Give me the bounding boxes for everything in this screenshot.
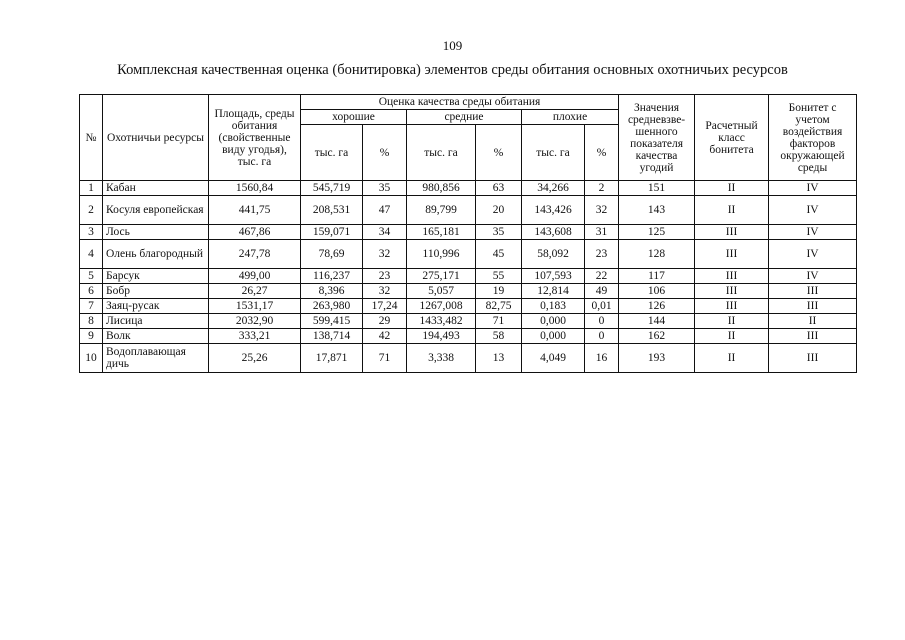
cell-num: 7	[80, 299, 103, 314]
cell-good-pct: 17,24	[363, 299, 407, 314]
table-row	[80, 344, 857, 373]
header-medium: средние	[407, 110, 522, 125]
cell-good-pct: 32	[363, 240, 407, 269]
cell-weighted-value: 126	[619, 299, 695, 314]
cell-bonitet-env: III	[769, 344, 857, 373]
cell-resource-name: Кабан	[103, 181, 209, 196]
cell-medium-ha: 275,171	[407, 269, 476, 284]
cell-bad-ha: 34,266	[522, 181, 585, 196]
table-row	[80, 181, 857, 196]
header-resource: Охотничьи ресурсы	[103, 95, 209, 181]
table-row	[80, 329, 857, 344]
cell-good-ha: 116,237	[301, 269, 363, 284]
page-number: 109	[442, 38, 463, 53]
document-title: Комплексная качественная оценка (бонитировка) элементов среды обитания основных охотничьих ресурсов	[117, 62, 788, 78]
cell-resource-name: Лось	[103, 225, 209, 240]
header-area: Площадь, среды обитания (свойственные виду угодья), тыс. га	[209, 95, 301, 181]
cell-num: 2	[80, 196, 103, 225]
cell-medium-ha: 194,493	[407, 329, 476, 344]
cell-weighted-value: 162	[619, 329, 695, 344]
cell-calc-class: III	[695, 269, 769, 284]
cell-calc-class: II	[695, 329, 769, 344]
header-bad: плохие	[522, 110, 619, 125]
cell-num: 9	[80, 329, 103, 344]
cell-num: 1	[80, 181, 103, 196]
cell-medium-ha: 5,057	[407, 284, 476, 299]
cell-bad-pct: 31	[585, 225, 619, 240]
header-medium-ha: тыс. га	[407, 125, 476, 181]
cell-bonitet-env: IV	[769, 196, 857, 225]
cell-medium-pct: 63	[476, 181, 522, 196]
cell-area: 499,00	[209, 269, 301, 284]
cell-weighted-value: 151	[619, 181, 695, 196]
cell-bad-ha: 0,000	[522, 329, 585, 344]
cell-calc-class: II	[695, 344, 769, 373]
cell-bad-ha: 107,593	[522, 269, 585, 284]
cell-bonitet-env: II	[769, 314, 857, 329]
cell-resource-name: Водоплавающая дичь	[103, 344, 209, 373]
cell-good-ha: 159,071	[301, 225, 363, 240]
cell-good-pct: 35	[363, 181, 407, 196]
cell-calc-class: III	[695, 299, 769, 314]
cell-bonitet-env: III	[769, 329, 857, 344]
cell-calc-class: II	[695, 181, 769, 196]
table-row	[80, 240, 857, 269]
header-bad-pct: %	[585, 125, 619, 181]
cell-num: 4	[80, 240, 103, 269]
cell-resource-name: Лисица	[103, 314, 209, 329]
cell-good-pct: 34	[363, 225, 407, 240]
cell-good-ha: 17,871	[301, 344, 363, 373]
cell-good-pct: 32	[363, 284, 407, 299]
cell-good-ha: 263,980	[301, 299, 363, 314]
cell-num: 3	[80, 225, 103, 240]
cell-resource-name: Олень благородный	[103, 240, 209, 269]
cell-bonitet-env: III	[769, 299, 857, 314]
cell-weighted-value: 128	[619, 240, 695, 269]
cell-medium-ha: 1267,008	[407, 299, 476, 314]
cell-weighted-value: 117	[619, 269, 695, 284]
cell-good-ha: 545,719	[301, 181, 363, 196]
cell-bad-pct: 22	[585, 269, 619, 284]
cell-good-pct: 47	[363, 196, 407, 225]
cell-calc-class: II	[695, 196, 769, 225]
cell-resource-name: Косуля европейская	[103, 196, 209, 225]
cell-area: 333,21	[209, 329, 301, 344]
cell-bad-ha: 12,814	[522, 284, 585, 299]
cell-medium-ha: 1433,482	[407, 314, 476, 329]
cell-calc-class: III	[695, 225, 769, 240]
cell-medium-ha: 165,181	[407, 225, 476, 240]
cell-good-pct: 42	[363, 329, 407, 344]
cell-area: 441,75	[209, 196, 301, 225]
cell-bad-ha: 143,426	[522, 196, 585, 225]
cell-num: 10	[80, 344, 103, 373]
cell-resource-name: Волк	[103, 329, 209, 344]
cell-good-ha: 8,396	[301, 284, 363, 299]
cell-resource-name: Бобр	[103, 284, 209, 299]
cell-bad-pct: 0,01	[585, 299, 619, 314]
cell-weighted-value: 143	[619, 196, 695, 225]
header-weighted-value: Значения средневзве-шенного показателя качества угодий	[619, 95, 695, 181]
cell-medium-ha: 3,338	[407, 344, 476, 373]
table-row	[80, 225, 857, 240]
cell-bad-ha: 0,000	[522, 314, 585, 329]
cell-medium-ha: 89,799	[407, 196, 476, 225]
table-row	[80, 284, 857, 299]
cell-area: 467,86	[209, 225, 301, 240]
cell-good-ha: 208,531	[301, 196, 363, 225]
cell-good-ha: 78,69	[301, 240, 363, 269]
cell-good-pct: 29	[363, 314, 407, 329]
cell-medium-pct: 35	[476, 225, 522, 240]
header-bonitet-env: Бонитет с учетом воздействия факторов окружающей среды	[769, 95, 857, 181]
cell-bonitet-env: IV	[769, 225, 857, 240]
cell-calc-class: II	[695, 314, 769, 329]
cell-weighted-value: 125	[619, 225, 695, 240]
cell-area: 1560,84	[209, 181, 301, 196]
cell-bonitet-env: IV	[769, 269, 857, 284]
table-row	[80, 314, 857, 329]
habitat-quality-table	[79, 94, 857, 373]
cell-area: 247,78	[209, 240, 301, 269]
cell-medium-pct: 45	[476, 240, 522, 269]
cell-weighted-value: 144	[619, 314, 695, 329]
cell-medium-ha: 110,996	[407, 240, 476, 269]
header-quality: Оценка качества среды обитания	[301, 95, 619, 110]
cell-medium-pct: 55	[476, 269, 522, 284]
cell-bad-ha: 143,608	[522, 225, 585, 240]
cell-num: 8	[80, 314, 103, 329]
cell-medium-pct: 20	[476, 196, 522, 225]
cell-calc-class: III	[695, 240, 769, 269]
cell-good-ha: 138,714	[301, 329, 363, 344]
header-medium-pct: %	[476, 125, 522, 181]
header-good-ha: тыс. га	[301, 125, 363, 181]
cell-weighted-value: 193	[619, 344, 695, 373]
cell-bonitet-env: IV	[769, 240, 857, 269]
cell-medium-pct: 13	[476, 344, 522, 373]
cell-medium-pct: 58	[476, 329, 522, 344]
cell-good-pct: 23	[363, 269, 407, 284]
cell-bad-ha: 4,049	[522, 344, 585, 373]
header-good: хорошие	[301, 110, 407, 125]
cell-num: 6	[80, 284, 103, 299]
cell-num: 5	[80, 269, 103, 284]
cell-bad-ha: 58,092	[522, 240, 585, 269]
cell-medium-ha: 980,856	[407, 181, 476, 196]
cell-bonitet-env: III	[769, 284, 857, 299]
cell-area: 1531,17	[209, 299, 301, 314]
cell-weighted-value: 106	[619, 284, 695, 299]
cell-medium-pct: 82,75	[476, 299, 522, 314]
cell-medium-pct: 71	[476, 314, 522, 329]
cell-bad-pct: 0	[585, 314, 619, 329]
table-row	[80, 196, 857, 225]
cell-bad-pct: 2	[585, 181, 619, 196]
cell-calc-class: III	[695, 284, 769, 299]
table-row	[80, 269, 857, 284]
cell-area: 25,26	[209, 344, 301, 373]
table-body	[80, 181, 857, 373]
cell-good-ha: 599,415	[301, 314, 363, 329]
header-num: №	[80, 95, 103, 181]
table-header	[80, 95, 857, 181]
cell-area: 2032,90	[209, 314, 301, 329]
header-bad-ha: тыс. га	[522, 125, 585, 181]
cell-bad-pct: 32	[585, 196, 619, 225]
cell-bonitet-env: IV	[769, 181, 857, 196]
table-row	[80, 299, 857, 314]
cell-bad-pct: 0	[585, 329, 619, 344]
cell-good-pct: 71	[363, 344, 407, 373]
cell-medium-pct: 19	[476, 284, 522, 299]
cell-bad-pct: 49	[585, 284, 619, 299]
cell-bad-pct: 23	[585, 240, 619, 269]
header-calc-class: Расчетный класс бонитета	[695, 95, 769, 181]
cell-resource-name: Заяц-русак	[103, 299, 209, 314]
cell-bad-pct: 16	[585, 344, 619, 373]
cell-resource-name: Барсук	[103, 269, 209, 284]
cell-area: 26,27	[209, 284, 301, 299]
header-good-pct: %	[363, 125, 407, 181]
cell-bad-ha: 0,183	[522, 299, 585, 314]
